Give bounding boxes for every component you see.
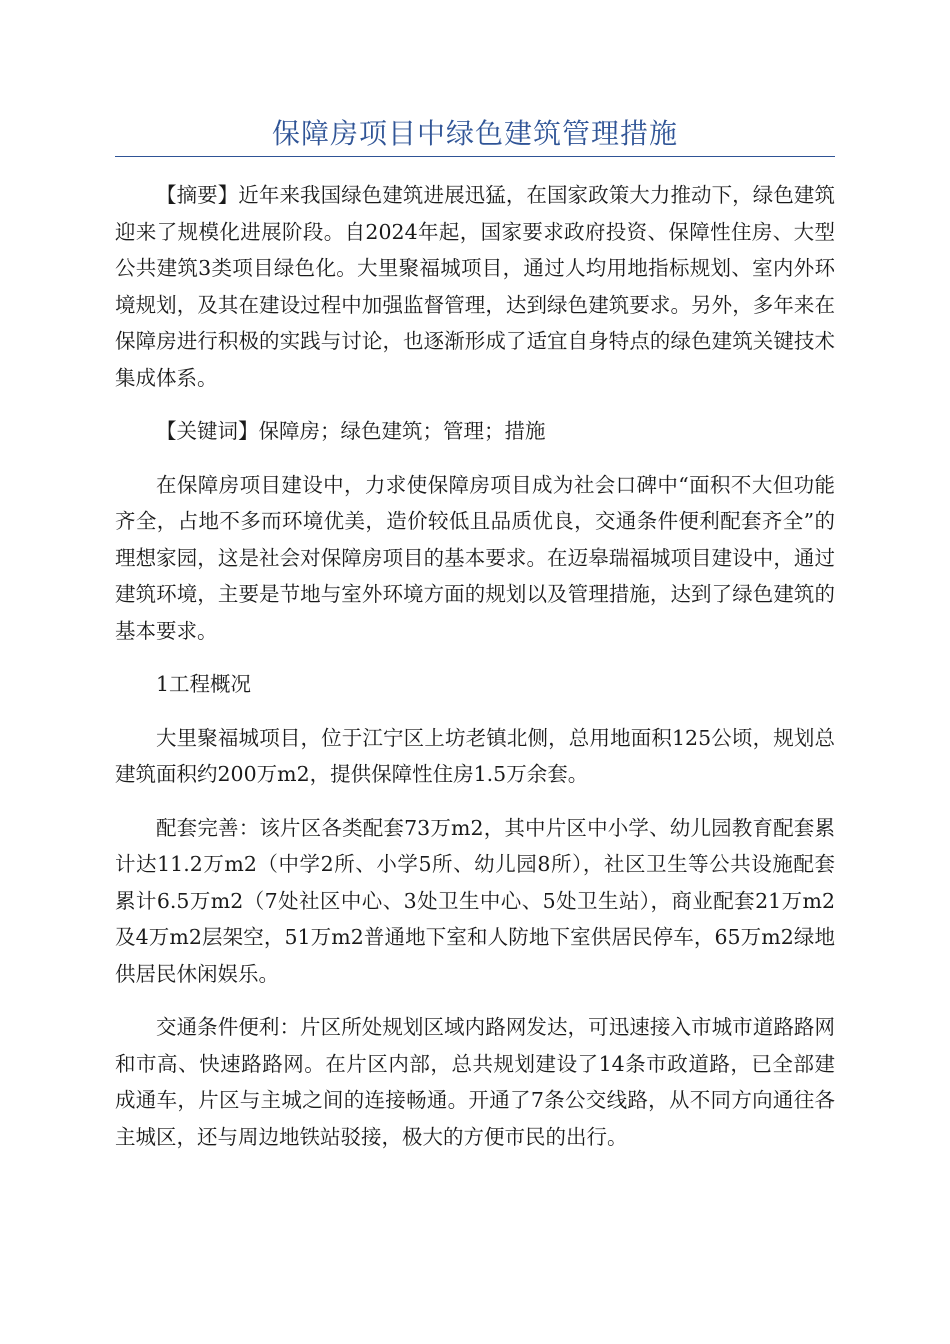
abstract-paragraph: 【摘要】近年来我国绿色建筑进展迅猛，在国家政策大力推动下，绿色建筑迎来了规模化进展阶段。自2024年起，国家要求政府投资、保障性住房、大型公共建筑3类项目绿色化。大里聚福城项目，通过人均用地指标规划、室内外环境规划，及其在建设过程中加强监督管理，达到绿色建筑要求。另外，多年来在保障房进行积极的实践与讨论，也逐渐形成了适宜自身特点的绿色建筑关键技术集成体系。	[115, 183, 835, 390]
keywords-paragraph: 【关键词】保障房；绿色建筑；管理；措施	[156, 419, 546, 443]
overview-paragraph: 大里聚福城项目，位于江宁区上坊老镇北侧，总用地面积125公顷，规划总建筑面积约200万m2，提供保障性住房1.5万余套。	[115, 725, 835, 786]
intro-paragraph: 在保障房项目建设中，力求使保障房项目成为社会口碑中“面积不大但功能齐全，占地不多而环境优美，造价较低且品质优良，交通条件便利配套齐全”的理想家园，这是社会对保障房项目的基本要求。在迈皋瑞福城项目建设中，通过建筑环境，主要是节地与室外环境方面的规划以及管理措施，达到了绿色建筑的基本要求。	[115, 472, 835, 643]
title-underline	[115, 156, 835, 157]
facilities-paragraph: 配套完善：该片区各类配套73万m2，其中片区中小学、幼儿园教育配套累计达11.2万m2（中学2所、小学5所、幼儿园8所），社区卫生等公共设施配套累计6.5万m2（7处社区中心、3处卫生中心、5处卫生站），商业配套21万m2及4万m2层架空，51万m2普通地下室和人防地下室供居民停车，65万m2绿地供居民休闲娱乐。	[115, 815, 835, 986]
section-heading: 1工程概况	[156, 672, 252, 696]
document-page	[115, 0, 835, 1155]
transport-paragraph: 交通条件便利：片区所处规划区域内路网发达，可迅速接入市城市道路路网和市高、快速路路网。在片区内部，总共规划建设了14条市政道路，已全部建成通车，片区与主城之间的连接畅通。开通了7条公交线路，从不同方向通往各主城区，还与周边地铁站驳接，极大的方便市民的出行。	[115, 1015, 835, 1149]
document-body	[115, 177, 835, 1155]
document-title: 保障房项目中绿色建筑管理措施	[271, 117, 678, 150]
